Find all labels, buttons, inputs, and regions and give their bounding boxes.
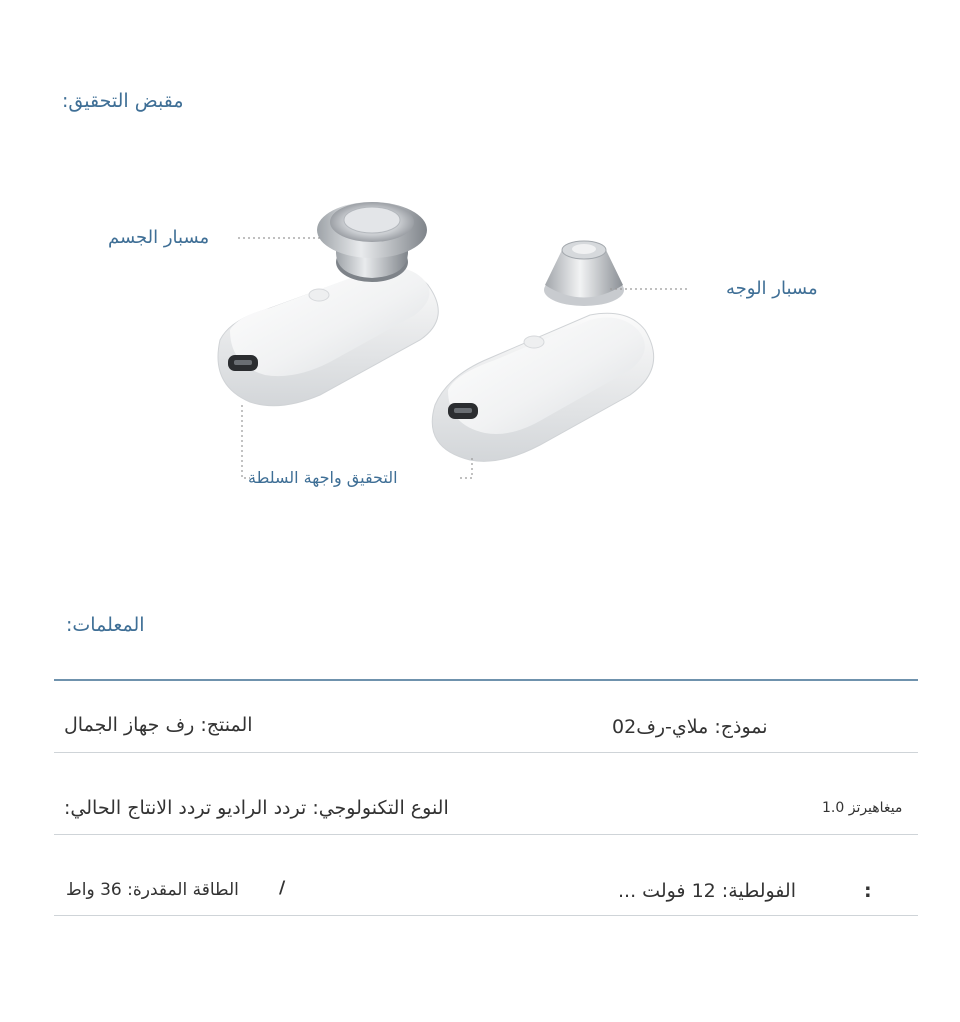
params-top-divider <box>54 679 918 681</box>
body-probe-label: مسبار الجسم <box>108 227 210 248</box>
interface-leader-right <box>460 458 472 478</box>
row2-divider <box>54 834 918 835</box>
row3-divider <box>54 915 918 916</box>
row1-divider <box>54 752 918 753</box>
handle-section-title: :مقبض التحقيق <box>62 90 184 112</box>
frequency-value: ميغاهيرتز 1.0 <box>822 800 903 816</box>
tech-type-value: :النوع التكنولوجي: تردد الراديو تردد الانتاج الحالي <box>64 797 449 819</box>
model-value: نموذج: ملاي-رف02 <box>612 716 768 738</box>
face-probe-handle <box>432 241 653 461</box>
product-value: المنتج: رف جهاز الجمال <box>64 714 253 736</box>
rated-power-mark: / <box>279 878 286 898</box>
rated-power-value: الطاقة المقدرة: 36 واط <box>66 880 239 900</box>
voltage-colon: : <box>864 880 872 902</box>
body-probe-handle <box>218 202 438 406</box>
face-probe-label: مسبار الوجه <box>726 278 818 299</box>
voltage-value: ... الفولطية: 12 فولت <box>618 880 796 902</box>
params-section-title: :المعلمات <box>66 614 145 636</box>
probe-handles-illustration <box>190 190 690 490</box>
power-interface-label: التحقيق واجهة السلطة <box>248 468 398 487</box>
